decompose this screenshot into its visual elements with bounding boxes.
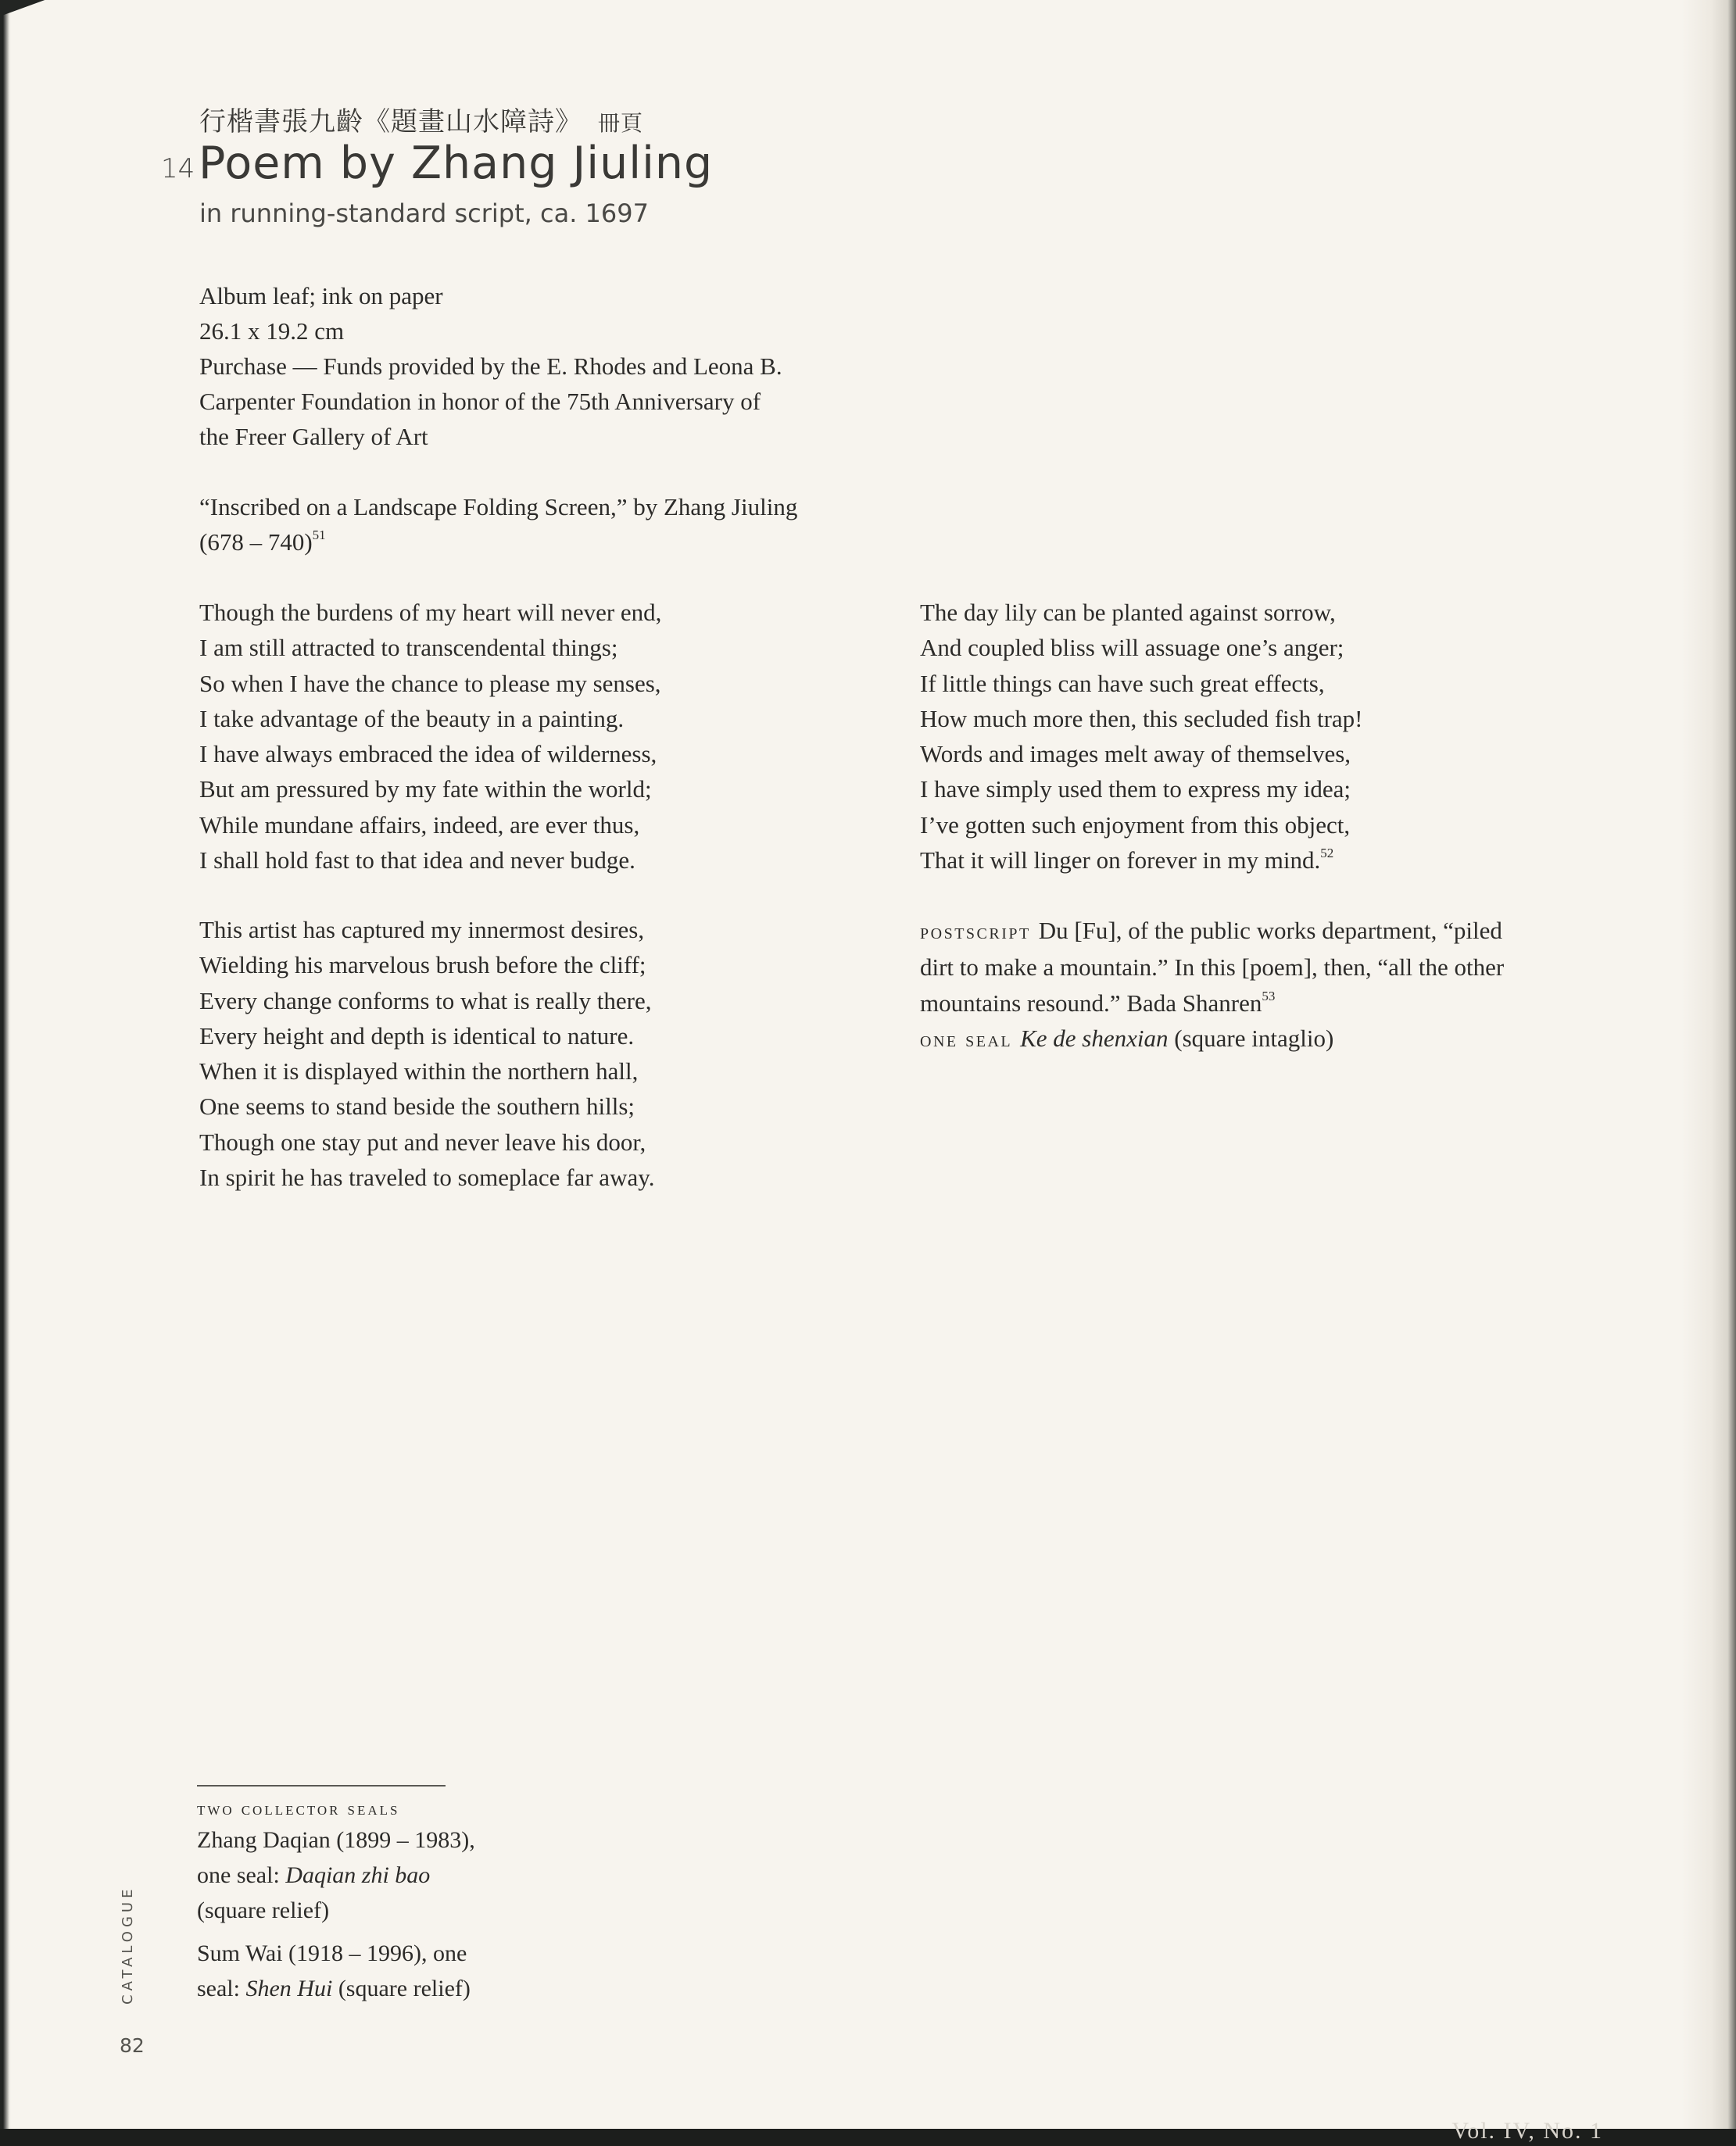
poem-dates: (678 – 740) [199,528,313,556]
credit-line: Purchase — Funds provided by the E. Rhodes and Leona B. [199,352,782,380]
postscript-text: Du [Fu], of the public works department, “piled [1038,917,1502,944]
postscript-label: postscript [920,920,1031,944]
credit-line: the Freer Gallery of Art [199,423,428,450]
page-subtitle: in running-standard script, ca. 1697 [199,199,649,228]
postscript [920,913,1592,1057]
poem-line: I am still attracted to transcendental things; [199,634,618,662]
collector-seal-name: Daqian zhi bao [285,1862,431,1888]
poem-line: I’ve gotten such enjoyment from this object, [920,810,1351,839]
poem-stanza-2 [199,912,654,1195]
poem-line: One seems to stand beside the southern hills; [199,1093,635,1121]
poem-line: Though the burdens of my heart will never end, [199,599,662,626]
poem-line: I shall hold fast to that idea and never budge. [199,846,635,874]
poem-line: While mundane affairs, indeed, are ever thus, [199,810,640,839]
poem-line: The day lily can be planted against sorrow, [920,599,1336,626]
collector-text: seal: [197,1976,246,2001]
postscript-line: dirt to make a mountain.” In this [poem], then, “all the other [920,953,1505,982]
poem-line: Every height and depth is identical to nature. [199,1021,635,1050]
footnote-ref: 52 [1320,846,1334,861]
postscript-line [920,913,1592,950]
collector-line: Zhang Daqian (1899 – 1983), [197,1827,475,1853]
collector-line [197,1858,510,1893]
poem-line: I have always embraced the idea of wilderness, [199,740,657,768]
page-corner-shadow [0,0,55,20]
page-gutter-shadow [1681,0,1736,2146]
poem-line: Though one stay put and never leave his door, [199,1128,646,1156]
collector-entry [197,1936,510,2006]
footnote-ref: 53 [1262,988,1276,1003]
poem-line-text: That it will linger on forever in my mind. [920,846,1321,874]
collector-text: (square relief) [332,1976,471,2001]
medium-line: Album leaf; ink on paper [199,282,443,309]
poem-heading [199,489,903,560]
chinese-title [199,100,643,138]
chinese-format: 冊頁 [598,110,644,136]
poem-line: So when I have the chance to please my senses, [199,669,661,697]
seal-name: Ke de shenxian [1020,1024,1169,1052]
postscript-line [920,985,1592,1021]
poem-line: Words and images melt away of themselves, [920,740,1351,768]
collector-text: one seal: [197,1862,286,1888]
collector-entry [197,1822,510,1928]
poem-line: Every change conforms to what is really there, [199,986,652,1014]
page-number: 82 [120,2034,145,2057]
collector-line [197,1971,510,2006]
catalogue-number: 14 [161,153,195,184]
poem-line: If little things can have such great effects, [920,669,1325,697]
chinese-title-text: 行楷書張九齡《題畫山水障詩》 [199,106,582,138]
poem-line: How much more then, this secluded fish trap! [920,704,1363,732]
poem-line: I take advantage of the beauty in a painting. [199,704,625,732]
poem-line: When it is displayed within the northern hall, [199,1057,639,1086]
postscript-text: mountains resound.” Bada Shanren [920,989,1262,1017]
collector-line: Sum Wai (1918 – 1996), one [197,1940,467,1966]
collector-line: (square relief) [197,1897,330,1923]
poem-stanza-1 [199,595,661,878]
poem-line: And coupled bliss will assuage one’s anger; [920,634,1344,662]
footnote-ref: 51 [312,528,326,542]
collector-seal-name: Shen Hui [245,1976,333,2001]
poem-line: But am pressured by my fate within the world; [199,775,652,803]
poem-line: In spirit he has traveled to someplace far away. [199,1164,655,1192]
page-left-edge [0,0,11,2146]
dimensions-line: 26.1 x 19.2 cm [199,317,345,345]
collector-seals-sidebar [197,1796,510,2006]
running-footer: Vol. IV, No. 1 [1451,2118,1603,2144]
poem-stanza-3 [920,595,1362,878]
poem-heading-line: “Inscribed on a Landscape Folding Screen,” by Zhang Jiuling [199,493,798,520]
artist-seal-line [920,1021,1592,1057]
seal-label: one seal [920,1027,1013,1052]
seal-description: (square intaglio) [1174,1024,1334,1052]
poem-line [920,842,1362,878]
poem-line: Wielding his marvelous brush before the cliff; [199,951,646,979]
sidebar-label: two collector seals [197,1799,400,1819]
section-label: CATALOGUE [120,1885,136,2005]
page-bottom-edge [0,2118,1736,2146]
page-title: Poem by Zhang Jiuling [199,138,714,189]
object-metadata [199,278,887,454]
credit-line: Carpenter Foundation in honor of the 75th Anniversary of [199,388,761,415]
poem-heading-line [199,524,903,560]
poem-line: I have simply used them to express my idea; [920,775,1351,803]
sidebar-divider [197,1785,446,1787]
poem-line: This artist has captured my innermost desires, [199,916,645,943]
